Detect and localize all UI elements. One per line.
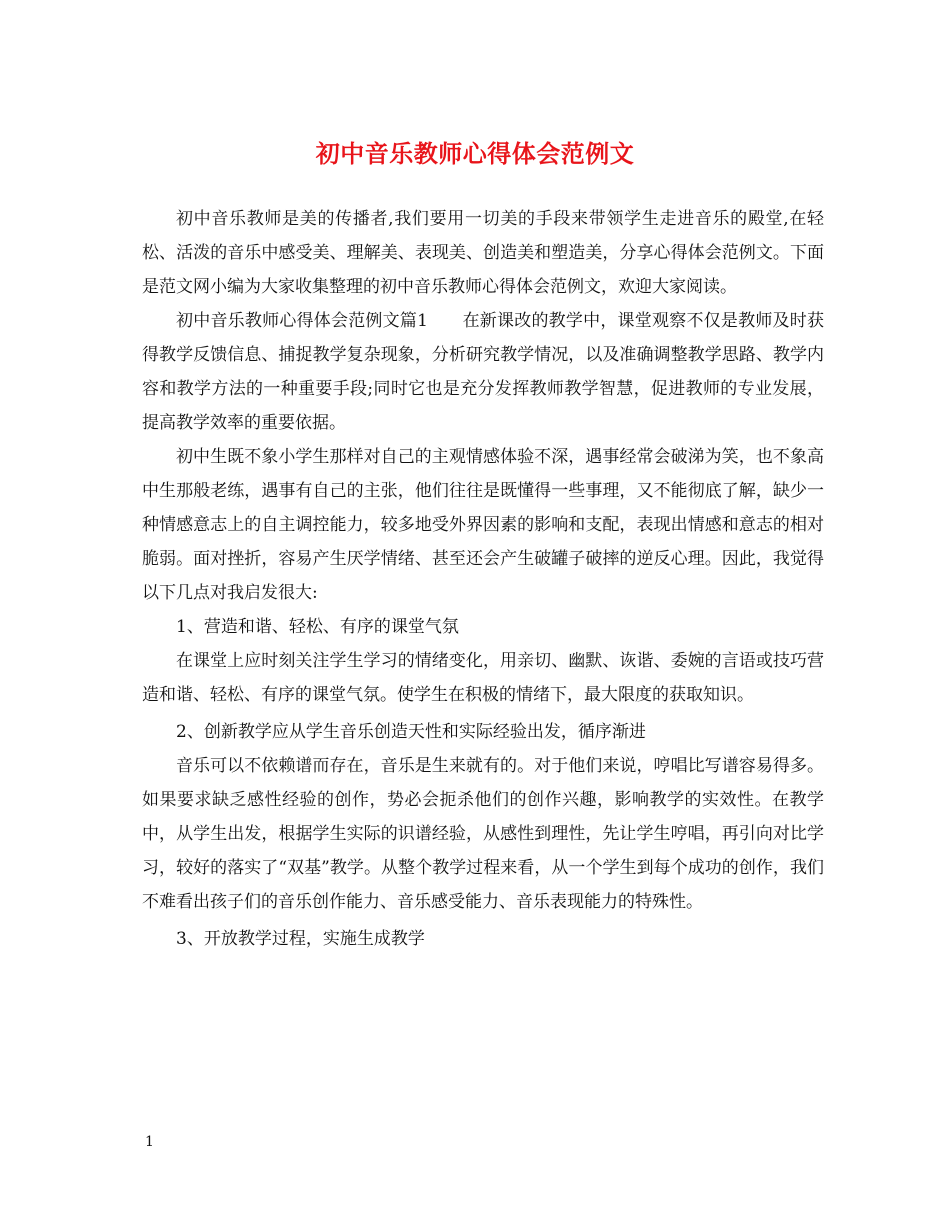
heading-point-3: 3、开放教学过程，实施生成教学	[176, 929, 425, 949]
paragraph-intro: 初中音乐教师是美的传播者,我们要用一切美的手段来带领学生走进音乐的殿堂,在轻松、活泼的音乐中感受美、理解美、表现美、创造美和塑造美，分享心得体会范例文。下面是范文网小编为大家收集整理的初中音乐教师心得体会范例文，欢迎大家阅读。	[142, 209, 824, 297]
paragraph-point-1: 在课堂上应时刻关注学生学习的情绪变化，用亲切、幽默、诙谐、委婉的言语或技巧营造和谐、轻松、有序的课堂气氛。使学生在积极的情绪下，最大限度的获取知识。	[142, 651, 824, 705]
heading-point-2: 2、创新教学应从学生音乐创造天性和实际经验出发，循序渐进	[176, 722, 646, 742]
paragraph-article-1: 初中音乐教师心得体会范例文篇1 在新课改的教学中，课堂观察不仅是教师及时获得教学反馈信息、捕捉教学复杂现象，分析研究教学情况，以及准确调整教学思路、教学内容和教学方法的一种重要手段;同时它也是充分发挥教师教学智慧，促进教师的专业发展，提高教学效率的重要依据。	[142, 311, 824, 433]
page-number: 1	[145, 1134, 154, 1150]
heading-point-1: 1、营造和谐、轻松、有序的课堂气氛	[176, 617, 459, 637]
document-body	[142, 202, 824, 956]
paragraph-point-2: 音乐可以不依赖谱而存在，音乐是生来就有的。对于他们来说，哼唱比写谱容易得多。如果要求缺乏感性经验的创作，势必会扼杀他们的创作兴趣，影响教学的实效性。在教学中，从学生出发，根据学生实际的识谱经验，从感性到理性，先让学生哼唱，再引向对比学习，较好的落实了“双基”教学。从整个教学过程来看，从一个学生到每个成功的创作，我们不难看出孩子们的音乐创作能力、音乐感受能力、音乐表现能力的特殊性。	[142, 756, 824, 912]
document-title: 初中音乐教师心得体会范例文	[315, 139, 635, 168]
paragraph-students: 初中生既不象小学生那样对自己的主观情感体验不深，遇事经常会破涕为笑，也不象高中生那般老练，遇事有自己的主张，他们往往是既懂得一些事理，又不能彻底了解，缺少一种情感意志上的自主调控能力，较多地受外界因素的影响和支配，表现出情感和意志的相对脆弱。面对挫折，容易产生厌学情绪、甚至还会产生破罐子破摔的逆反心理。因此，我觉得以下几点对我启发很大:	[142, 447, 824, 603]
